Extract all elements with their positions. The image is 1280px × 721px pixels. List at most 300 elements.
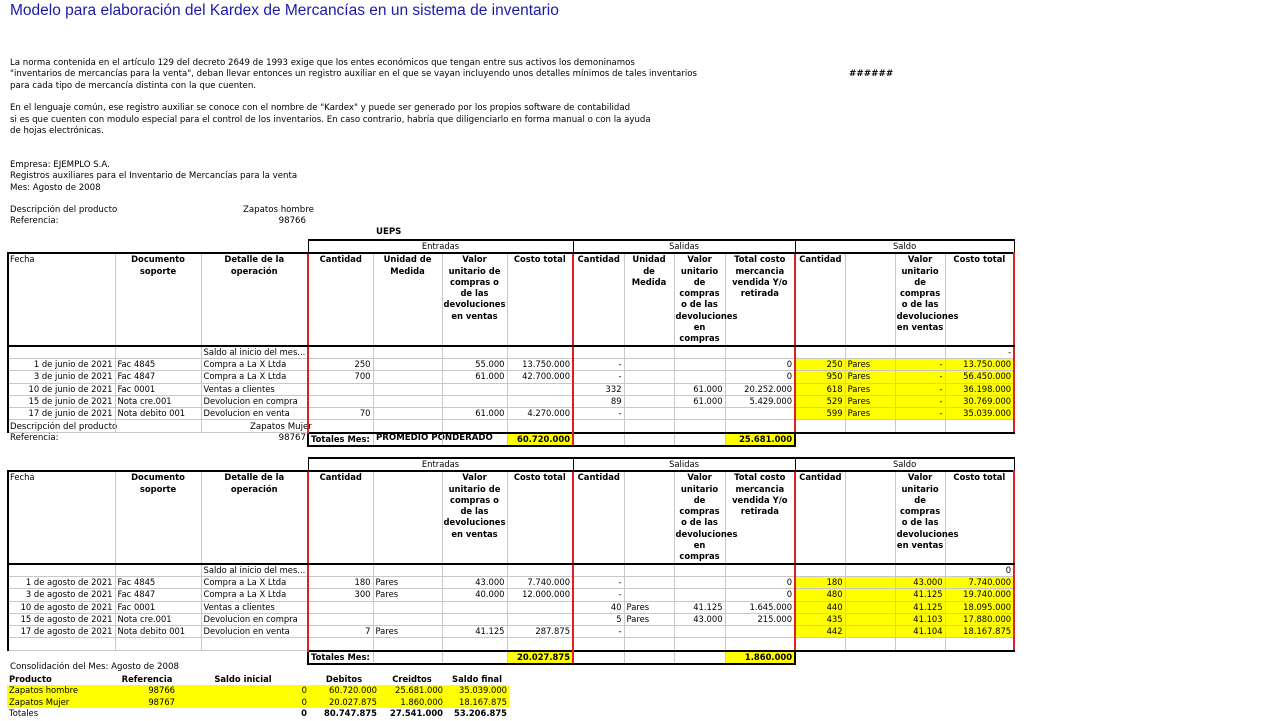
totals-cell	[674, 651, 725, 664]
table-cell: 40.000	[442, 589, 507, 601]
table-cell	[115, 638, 201, 651]
table-cell	[442, 564, 507, 577]
intro-line: para cada tipo de mercancía distinta con la que cuenten.	[10, 80, 257, 91]
table-cell: -	[895, 358, 945, 370]
consolidation-header: Producto	[9, 674, 52, 685]
table-cell	[895, 564, 945, 577]
spacer-cell	[795, 651, 845, 664]
table-cell: 30.769.000	[945, 395, 1014, 407]
column-header-e-costo: Costo total	[507, 471, 573, 563]
consolidation-header: Saldo inicial	[214, 674, 272, 685]
table-cell: 0	[725, 358, 795, 370]
table-cell	[8, 564, 115, 577]
product1-method: UEPS	[376, 227, 402, 237]
consolidation-cell: 0	[177, 685, 309, 696]
group-spacer	[8, 240, 308, 253]
table-cell: 41.125	[442, 626, 507, 638]
table-cell: 7.740.000	[945, 576, 1014, 588]
table-cell	[507, 395, 573, 407]
table-cell: Fac 4845	[115, 358, 201, 370]
table-cell: 215.000	[725, 613, 795, 625]
company-line: Empresa: EJEMPLO S.A.	[10, 160, 110, 170]
column-header-e-valor: Valor unitario de compras o de las devoluciones en ventas	[442, 471, 507, 563]
consolidation-row	[7, 697, 509, 708]
table-cell: 20.252.000	[725, 383, 795, 395]
table-cell	[674, 589, 725, 601]
table-row	[8, 346, 1014, 359]
spacer-cell	[945, 651, 1014, 664]
totals-cell	[674, 433, 725, 446]
table-cell	[845, 564, 895, 577]
table-cell: Pares	[624, 613, 674, 625]
table-cell: -	[573, 408, 624, 420]
table-cell	[624, 564, 674, 577]
table-cell	[674, 564, 725, 577]
table-cell	[442, 420, 507, 433]
table-cell	[895, 346, 945, 359]
table-cell: 61.000	[674, 395, 725, 407]
totals-cell	[373, 433, 442, 446]
table-cell	[725, 564, 795, 577]
table-cell: -	[573, 626, 624, 638]
table-cell	[507, 638, 573, 651]
table-cell: 10 de agosto de 2021	[8, 601, 115, 613]
table-cell: 17 de junio de 2021	[8, 408, 115, 420]
table-cell: 10 de junio de 2021	[8, 383, 115, 395]
column-header-b-unidad	[845, 253, 895, 345]
consolidation-header: Saldo final	[452, 674, 502, 685]
table-cell: 41.125	[895, 589, 945, 601]
table-cell: Nota cre.001	[115, 395, 201, 407]
table-cell: 41.104	[895, 626, 945, 638]
table-cell	[674, 626, 725, 638]
table-cell: 89	[573, 395, 624, 407]
table-cell: Saldo al inicio del mes...	[201, 564, 308, 577]
table-cell: Pares	[845, 358, 895, 370]
column-header-detalle: Detalle de la operación	[201, 253, 308, 345]
product1-desc-value: Zapatos hombre	[243, 205, 314, 215]
totals-cell	[573, 651, 624, 664]
table-cell: 17.880.000	[945, 613, 1014, 625]
table-cell: -	[573, 589, 624, 601]
totals-entradas: 60.720.000	[507, 433, 573, 446]
consolidation-total-row	[7, 708, 509, 719]
table-cell	[507, 383, 573, 395]
table-cell	[442, 601, 507, 613]
table-row	[8, 613, 1014, 625]
table-cell: 529	[795, 395, 845, 407]
consolidation-table	[7, 674, 509, 719]
column-header-e-costo: Costo total	[507, 253, 573, 345]
table-cell: Fac 4845	[115, 576, 201, 588]
totals-cell	[442, 651, 507, 664]
group-salidas: Salidas	[573, 458, 795, 471]
consolidation-cell: 60.720.000	[309, 685, 379, 696]
column-header-s-valor: Valor unitario de compras o de las devoluciones en compras	[674, 471, 725, 563]
table-cell: Pares	[845, 408, 895, 420]
table-cell	[795, 346, 845, 359]
table-cell	[373, 395, 442, 407]
table-cell: 700	[308, 371, 373, 383]
column-header-fecha: Fecha	[8, 471, 115, 563]
table-cell	[507, 564, 573, 577]
table-cell: 250	[795, 358, 845, 370]
spacer-cell	[795, 433, 845, 446]
consolidation-cell: 35.039.000	[445, 685, 509, 696]
table-cell: Nota cre.001	[115, 613, 201, 625]
totals-cell	[573, 433, 624, 446]
table-cell: Nota debito 001	[115, 408, 201, 420]
table-cell	[308, 564, 373, 577]
table-cell: 19.740.000	[945, 589, 1014, 601]
table-cell	[624, 589, 674, 601]
table-cell	[442, 346, 507, 359]
intro-line: La norma contenida en el artículo 129 del decreto 2649 de 1993 exige que los entes económicos que tengan entre sus activos los demoninamos	[10, 58, 635, 68]
spacer-cell	[845, 651, 895, 664]
table-cell: Pares	[845, 383, 895, 395]
table-cell	[624, 638, 674, 651]
hash-cell: ######	[849, 69, 894, 79]
table-cell: Pares	[373, 626, 442, 638]
table-cell: 41.125	[674, 601, 725, 613]
table-cell: Compra a La X Ltda	[201, 371, 308, 383]
consolidation-header: Creidtos	[392, 674, 432, 685]
table-row	[8, 371, 1014, 383]
table-cell: 43.000	[895, 576, 945, 588]
column-header-s-cantidad: Cantidad	[573, 471, 624, 563]
totals-cell	[624, 433, 674, 446]
table-cell	[308, 638, 373, 651]
table-cell	[845, 576, 895, 588]
table-cell: 300	[308, 589, 373, 601]
table-cell: -	[573, 371, 624, 383]
table-cell: 3 de agosto de 2021	[8, 589, 115, 601]
table-cell	[674, 408, 725, 420]
table-cell: 5	[573, 613, 624, 625]
spacer-cell	[115, 433, 201, 446]
table-cell: Devolucion en venta	[201, 408, 308, 420]
table-cell: 43.000	[674, 613, 725, 625]
consolidation-total-cell: 80.747.875	[324, 708, 377, 719]
table-cell	[115, 564, 201, 577]
table-cell: 180	[308, 576, 373, 588]
table-cell: 7	[308, 626, 373, 638]
table-row	[8, 564, 1014, 577]
table-cell	[8, 638, 115, 651]
table-cell	[895, 638, 945, 651]
table-cell: -	[895, 408, 945, 420]
table-cell	[624, 408, 674, 420]
table-cell	[373, 408, 442, 420]
table-cell: 0	[725, 576, 795, 588]
table-cell	[725, 638, 795, 651]
consolidation-total-cell: 27.541.000	[390, 708, 443, 719]
table-cell: Pares	[845, 395, 895, 407]
table-cell	[8, 346, 115, 359]
group-entradas: Entradas	[308, 458, 573, 471]
consolidation-cell: 98766	[117, 685, 177, 696]
consolidation-cell: 98767	[117, 697, 177, 708]
product2-desc-label: Descripción del producto	[10, 422, 118, 432]
page-title: Modelo para elaboración del Kardex de Mercancías en un sistema de inventario	[10, 2, 559, 19]
table-cell: -	[895, 383, 945, 395]
consolidation-title: Consolidación del Mes: Agosto de 2008	[10, 662, 179, 672]
table-cell: 15 de junio de 2021	[8, 395, 115, 407]
kardex-table-promedio	[7, 457, 1015, 665]
table-cell	[895, 420, 945, 433]
column-header-s-unidad: Unidad de Medida	[624, 253, 674, 345]
intro-line: En el lenguaje común, ese registro auxiliar se conoce con el nombre de "Kardex" y puede ser generado por los propios software de contabilidad	[10, 103, 631, 114]
table-cell: Saldo al inicio del mes...	[201, 346, 308, 359]
table-cell: Pares	[845, 371, 895, 383]
table-cell: Compra a La X Ltda	[201, 576, 308, 588]
table-cell: 250	[308, 358, 373, 370]
table-cell	[845, 601, 895, 613]
table-cell	[507, 346, 573, 359]
table-cell: -	[895, 371, 945, 383]
company-line: Mes: Agosto de 2008	[10, 182, 101, 193]
totals-label: Totales Mes:	[308, 433, 373, 446]
table-row	[8, 626, 1014, 638]
company-line: Registros auxiliares para el Inventario de Mercancías para la venta	[10, 171, 298, 182]
product1-desc-label: Descripción del producto	[10, 205, 118, 215]
consolidation-header: Referencia	[121, 674, 173, 685]
table-cell: 43.000	[442, 576, 507, 588]
column-header-detalle: Detalle de la operación	[201, 471, 308, 563]
table-cell	[624, 358, 674, 370]
table-cell	[624, 395, 674, 407]
table-cell	[507, 601, 573, 613]
totals-salidas: 1.860.000	[725, 651, 795, 664]
table-cell	[442, 383, 507, 395]
table-cell	[373, 564, 442, 577]
table-cell: 7.740.000	[507, 576, 573, 588]
totals-cell	[624, 651, 674, 664]
table-cell: 42.700.000	[507, 371, 573, 383]
spacer-cell	[845, 433, 895, 446]
consolidation-cell: 1.860.000	[379, 697, 445, 708]
product2-method: PROMEDIO PONDERADO	[376, 433, 493, 443]
group-spacer	[8, 458, 308, 471]
table-cell	[573, 564, 624, 577]
consolidation-header-row	[7, 674, 509, 685]
totals-row	[8, 433, 1014, 446]
table-cell: 618	[795, 383, 845, 395]
table-cell: 55.000	[442, 358, 507, 370]
consolidation-cell: Zapatos hombre	[7, 685, 117, 696]
table-cell	[624, 420, 674, 433]
table-cell	[308, 383, 373, 395]
table-cell: 3 de junio de 2021	[8, 371, 115, 383]
table-cell	[115, 346, 201, 359]
consolidation-cell: 20.027.875	[309, 697, 379, 708]
table-cell: 18.095.000	[945, 601, 1014, 613]
table-cell	[674, 371, 725, 383]
table-cell: 61.000	[442, 371, 507, 383]
column-header-e-unidad	[373, 471, 442, 563]
kardex-table-ueps	[7, 239, 1015, 447]
column-header-b-valor: Valor unitario de compras o de las devoluciones en ventas	[895, 253, 945, 345]
table-cell: 435	[795, 613, 845, 625]
table-cell: 12.000.000	[507, 589, 573, 601]
intro-line: "inventarios de mercancías para la venta", deban llevar entonces un registro auxiliar en el que se vayan incluyendo unos detalles mínimos de tales inventarios	[10, 69, 697, 80]
table-cell	[674, 346, 725, 359]
table-cell	[845, 589, 895, 601]
table-cell	[624, 383, 674, 395]
group-saldo: Saldo	[795, 458, 1014, 471]
table-cell: Fac 4847	[115, 589, 201, 601]
column-header-b-cantidad: Cantidad	[795, 471, 845, 563]
table-cell	[845, 420, 895, 433]
table-cell: 0	[725, 371, 795, 383]
table-cell: 0	[945, 564, 1014, 577]
spacer-cell	[895, 433, 945, 446]
table-cell	[624, 371, 674, 383]
consolidation-cell: 25.681.000	[379, 685, 445, 696]
table-cell: 442	[795, 626, 845, 638]
table-cell: 40	[573, 601, 624, 613]
table-cell	[624, 626, 674, 638]
table-cell	[845, 638, 895, 651]
table-cell	[725, 420, 795, 433]
column-header-s-total: Total costo mercancia vendida Y/o retirada	[725, 253, 795, 345]
totals-salidas: 25.681.000	[725, 433, 795, 446]
table-cell	[624, 346, 674, 359]
table-cell: 4.270.000	[507, 408, 573, 420]
table-cell: 61.000	[674, 383, 725, 395]
consolidation-header: Debitos	[325, 674, 363, 685]
table-cell: Fac 0001	[115, 601, 201, 613]
table-cell: 1 de junio de 2021	[8, 358, 115, 370]
column-header-s-cantidad: Cantidad	[573, 253, 624, 345]
table-cell: Pares	[373, 589, 442, 601]
table-cell	[573, 638, 624, 651]
table-cell	[373, 638, 442, 651]
table-cell	[573, 346, 624, 359]
table-cell: -	[945, 346, 1014, 359]
table-cell: 35.039.000	[945, 408, 1014, 420]
column-header-e-cantidad: Cantidad	[308, 471, 373, 563]
column-header-row	[8, 253, 1014, 345]
totals-cell	[442, 433, 507, 446]
column-header-e-cantidad: Cantidad	[308, 253, 373, 345]
table-cell	[507, 420, 573, 433]
consolidation-total-cell	[117, 708, 177, 719]
table-cell: 18.167.875	[945, 626, 1014, 638]
table-cell	[308, 613, 373, 625]
table-cell: Compra a La X Ltda	[201, 589, 308, 601]
table-cell: 0	[725, 589, 795, 601]
table-cell	[8, 420, 118, 433]
table-cell: 332	[573, 383, 624, 395]
table-cell: Ventas a clientes	[201, 601, 308, 613]
totals-cell	[373, 651, 442, 664]
table-cell: 950	[795, 371, 845, 383]
table-cell	[308, 346, 373, 359]
table-cell	[507, 613, 573, 625]
table-cell	[373, 358, 442, 370]
table-cell: 15 de agosto de 2021	[8, 613, 115, 625]
consolidation-total-cell: 0	[301, 708, 307, 719]
table-cell: Pares	[373, 576, 442, 588]
product2-ref-label: Referencia:	[10, 433, 59, 443]
column-header-b-unidad	[845, 471, 895, 563]
table-cell	[674, 358, 725, 370]
product2-desc-value: Zapatos Mujer	[250, 422, 312, 432]
table-cell: Fac 0001	[115, 383, 201, 395]
table-cell	[725, 408, 795, 420]
table-cell	[624, 576, 674, 588]
spacer-cell	[895, 651, 945, 664]
group-header-row	[8, 458, 1014, 471]
column-header-s-total: Total costo mercancia vendida Y/o retirada	[725, 471, 795, 563]
table-row	[8, 358, 1014, 370]
column-header-s-unidad	[624, 471, 674, 563]
table-cell	[795, 638, 845, 651]
table-cell: 287.875	[507, 626, 573, 638]
table-cell: 17 de agosto de 2021	[8, 626, 115, 638]
group-saldo: Saldo	[795, 240, 1014, 253]
table-cell: Fac 4847	[115, 371, 201, 383]
table-row	[8, 408, 1014, 420]
group-entradas: Entradas	[308, 240, 573, 253]
table-cell: 5.429.000	[725, 395, 795, 407]
totals-label: Totales Mes:	[308, 651, 373, 664]
table-cell	[795, 420, 845, 433]
table-cell	[845, 613, 895, 625]
table-cell	[945, 420, 1014, 433]
spacer-cell	[945, 433, 1014, 446]
product1-ref-label: Referencia:	[10, 216, 59, 226]
table-cell: 599	[795, 408, 845, 420]
product1-ref-value: 98766	[278, 216, 306, 226]
table-cell	[308, 601, 373, 613]
table-row	[8, 383, 1014, 395]
table-cell: 70	[308, 408, 373, 420]
table-row	[8, 589, 1014, 601]
column-header-e-valor: Valor unitario de compras o de las devoluciones en ventas	[442, 253, 507, 345]
table-cell: 61.000	[442, 408, 507, 420]
table-cell: 440	[795, 601, 845, 613]
table-cell	[442, 638, 507, 651]
table-cell: 180	[795, 576, 845, 588]
table-cell: 1.645.000	[725, 601, 795, 613]
table-cell	[308, 395, 373, 407]
table-cell: -	[573, 358, 624, 370]
spacer-cell	[8, 433, 115, 446]
table-cell	[845, 346, 895, 359]
table-cell	[373, 383, 442, 395]
table-cell: 1 de agosto de 2021	[8, 576, 115, 588]
table-cell: -	[895, 395, 945, 407]
intro-line: si es que cuenten con modulo especial para el control de los inventarios. En caso contrario, habría que diligenciarlo en forma manual o con la ayuda	[10, 114, 651, 125]
column-header-b-costo: Costo total	[945, 253, 1014, 345]
column-header-b-cantidad: Cantidad	[795, 253, 845, 345]
column-header-fecha: Fecha	[8, 253, 115, 345]
table-cell	[442, 395, 507, 407]
table-cell	[845, 626, 895, 638]
column-header-e-unidad: Unidad de Medida	[373, 253, 442, 345]
table-cell	[725, 626, 795, 638]
consolidation-cell: Zapatos Mujer	[7, 697, 117, 708]
column-header-b-valor: Valor unitario de compras o de las devoluciones en ventas	[895, 471, 945, 563]
table-cell: Devolucion en compra	[201, 613, 308, 625]
column-header-documento: Documento soporte	[115, 471, 201, 563]
column-header-s-valor: Valor unitario de compras o de las devoluciones en compras	[674, 253, 725, 345]
totals-entradas: 20.027.875	[507, 651, 573, 664]
table-cell: 13.750.000	[945, 358, 1014, 370]
table-cell	[573, 420, 624, 433]
